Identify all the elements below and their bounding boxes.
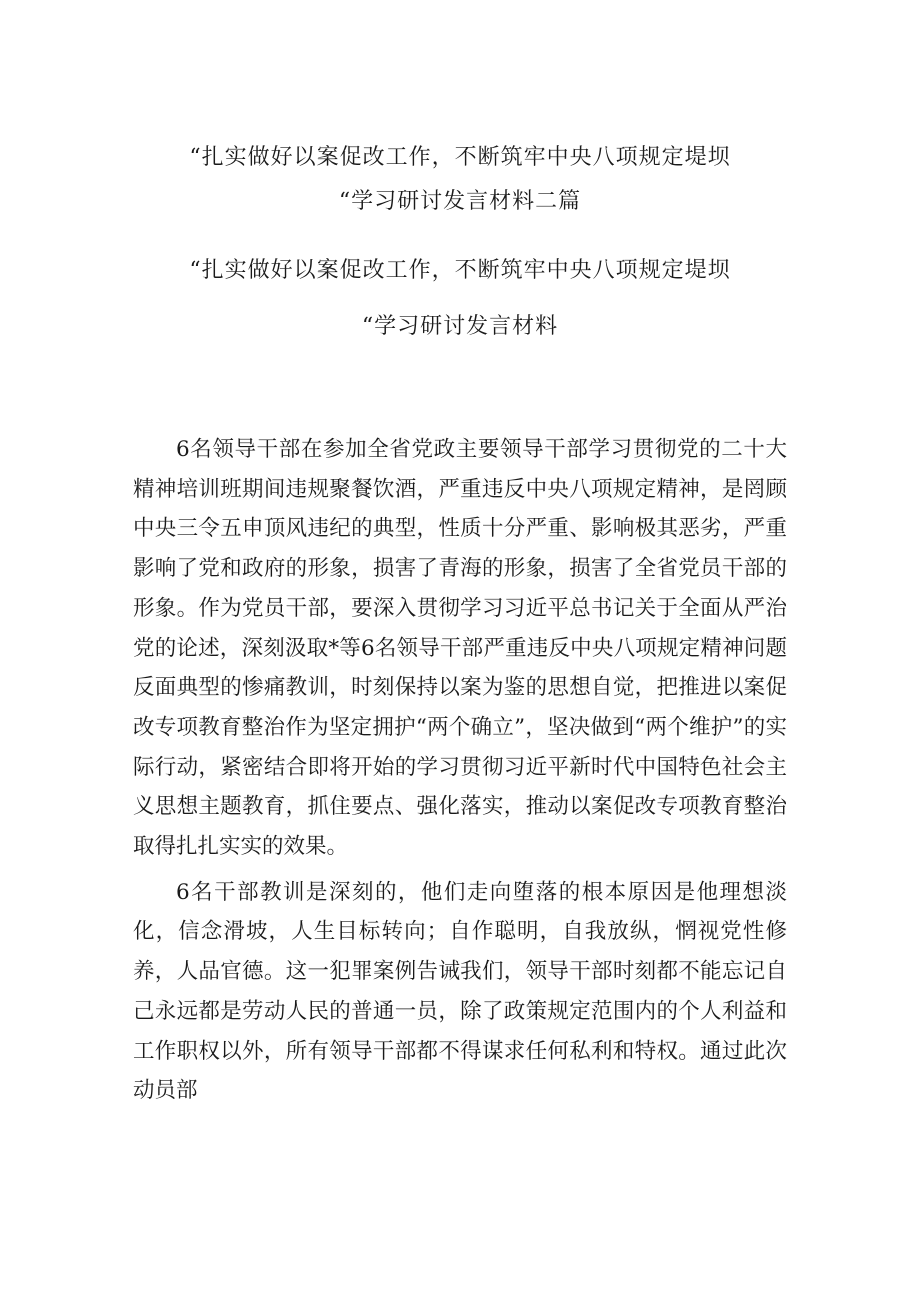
document-body	[133, 430, 787, 1111]
main-title-line-2: “学习研讨发言材料二篇	[338, 189, 582, 214]
section-title-line-2: “学习研讨发言材料	[361, 314, 559, 339]
main-title-line-1: “扎实做好以案促改工作，不断筑牢中央八项规定堤坝	[189, 145, 731, 170]
body-paragraph-2: 6名干部教训是深刻的，他们走向堕落的根本原因是他理想淡化，信念滑坡，人生目标转向；自作聪明，自我放纵，惘视党性修养，人品官德。这一犯罪案例告诫我们，领导干部时刻都不能忘记自己永远都是劳动人民的普通一员，除了政策规定范围内的个人利益和工作职权以外，所有领导干部都不得谋求任何私利和特权。通过此次动员部	[133, 879, 787, 1104]
section-title-line-1: “扎实做好以案促改工作，不断筑牢中央八项规定堤坝	[189, 258, 731, 283]
body-paragraph-1: 6名领导干部在参加全省党政主要领导干部学习贯彻党的二十大精神培训班期间违规聚餐饮酒，严重违反中央八项规定精神，是罔顾中央三令五申顶风违纪的典型，性质十分严重、影响极其恶劣，严重影响了党和政府的形象，损害了青海的形象，损害了全省党员干部的形象。作为党员干部，要深入贯彻学习习近平总书记关于全面从严治党的论述，深刻汲取*等6名领导干部严重违反中央八项规定精神问题反面典型的惨痛教训，时刻保持以案为鉴的思想自觉，把推进以案促改专项教育整治作为坚定拥护“两个确立”，坚决做到“两个维护”的实际行动，紧密结合即将开始的学习贯彻习近平新时代中国特色社会主义思想主题教育，抓住要点、强化落实，推动以案促改专项教育整治取得扎扎实实的效果。	[133, 437, 787, 860]
document-section-title	[0, 251, 920, 347]
document-main-title	[0, 138, 920, 222]
